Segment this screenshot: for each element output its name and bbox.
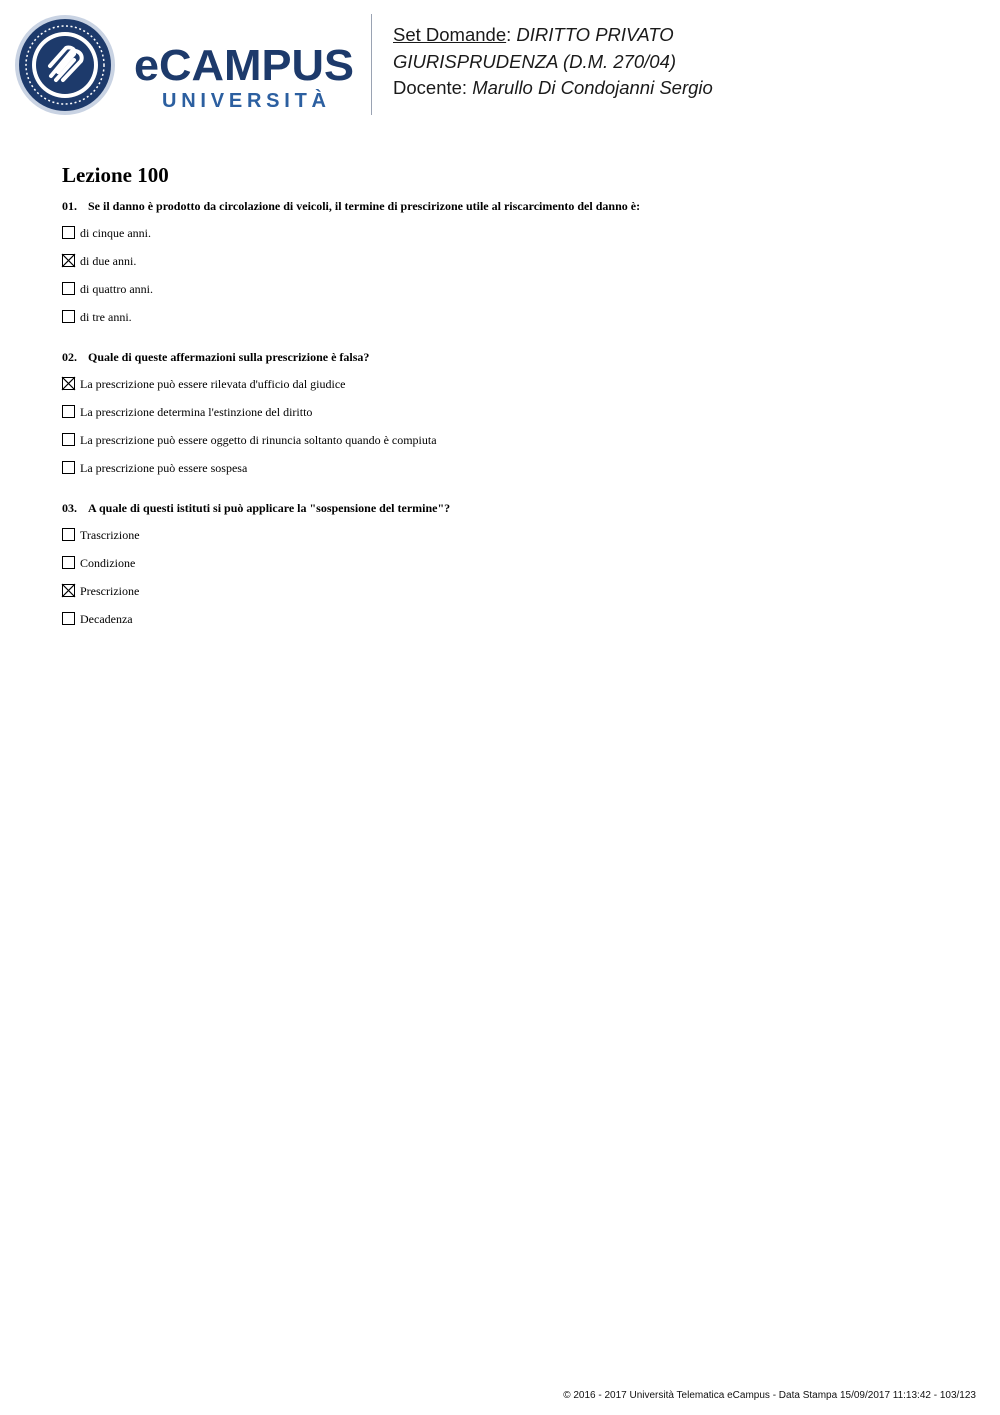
answer-text: La prescrizione può essere oggetto di rinuncia soltanto quando è compiuta: [80, 433, 437, 447]
question-1-text: [62, 198, 962, 214]
answer-checkbox[interactable]: [62, 405, 75, 418]
answer-text: La prescrizione può essere rilevata d'ufficio dal giudice: [80, 377, 346, 391]
answer-text: di quattro anni.: [80, 282, 153, 296]
question-3-text: [62, 500, 962, 516]
answer-text: Decadenza: [80, 612, 133, 626]
question-number: 01.: [62, 199, 77, 213]
question-2: [62, 349, 962, 487]
question-prompt: Quale di queste affermazioni sulla prescrizione è falsa?: [88, 350, 370, 364]
answer-option[interactable]: [62, 526, 962, 554]
answer-option[interactable]: [62, 280, 962, 308]
header-divider: [371, 14, 372, 115]
answer-option[interactable]: [62, 459, 962, 487]
answer-checkbox[interactable]: [62, 528, 75, 541]
answer-option[interactable]: [62, 375, 962, 403]
course-name-line2-row: [393, 49, 973, 76]
answer-option[interactable]: [62, 224, 962, 252]
course-name-line2: GIURISPRUDENZA (D.M. 270/04): [393, 50, 677, 72]
answer-option[interactable]: [62, 554, 962, 582]
answer-text: di cinque anni.: [80, 226, 151, 240]
docente-name: Marullo Di Condojanni Sergio: [472, 77, 713, 98]
answer-text: La prescrizione determina l'estinzione del diritto: [80, 405, 313, 419]
question-3: [62, 500, 962, 638]
docente-line: [393, 75, 973, 102]
answer-option[interactable]: [62, 403, 962, 431]
answer-text: Trascrizione: [80, 528, 140, 542]
docente-label: Docente:: [393, 77, 468, 98]
question-prompt: A quale di questi istituti si può applicare la "sospensione del termine"?: [88, 501, 451, 515]
checkbox-cross-icon: [62, 377, 75, 390]
answer-checkbox[interactable]: [62, 282, 75, 295]
answer-option[interactable]: [62, 252, 962, 280]
answer-text: Condizione: [80, 556, 136, 570]
ecampus-seal-icon: [15, 15, 115, 115]
set-domande-label: Set Domande: [393, 24, 507, 45]
answer-checkbox-checked[interactable]: [62, 254, 75, 267]
answer-text: di due anni.: [80, 254, 137, 268]
checkbox-cross-icon: [62, 254, 75, 267]
course-info: [393, 22, 973, 102]
answer-text: Prescrizione: [80, 584, 140, 598]
logo-subtitle: UNIVERSITÀ: [162, 90, 326, 112]
question-2-text: [62, 349, 962, 365]
answer-checkbox[interactable]: [62, 310, 75, 323]
answer-option[interactable]: [62, 610, 962, 638]
ecampus-logo: [14, 14, 359, 118]
answer-checkbox-checked[interactable]: [62, 377, 75, 390]
answer-checkbox[interactable]: [62, 612, 75, 625]
answer-checkbox-checked[interactable]: [62, 584, 75, 597]
answer-checkbox[interactable]: [62, 556, 75, 569]
answer-text: di tre anni.: [80, 310, 132, 324]
page-footer: © 2016 - 2017 Università Telematica eCampus - Data Stampa 15/09/2017 11:13:42 - 103/123: [563, 1390, 976, 1401]
set-domande-sep: :: [506, 24, 512, 45]
logo-brand: eCAMPUS: [134, 41, 354, 90]
answer-checkbox[interactable]: [62, 226, 75, 239]
lesson-title: Lezione 100: [62, 163, 169, 187]
question-number: 03.: [62, 501, 77, 515]
set-domande-line: [393, 22, 973, 49]
answer-option[interactable]: [62, 431, 962, 459]
answer-option[interactable]: [62, 308, 962, 336]
question-number: 02.: [62, 350, 77, 364]
course-name-line1: DIRITTO PRIVATO: [516, 24, 674, 45]
answer-checkbox[interactable]: [62, 433, 75, 446]
answer-text: La prescrizione può essere sospesa: [80, 461, 248, 475]
question-1: [62, 198, 962, 336]
answer-option[interactable]: [62, 582, 962, 610]
answer-checkbox[interactable]: [62, 461, 75, 474]
question-prompt: Se il danno è prodotto da circolazione di veicoli, il termine di prescirizone utile al riscarcimento del danno è:: [88, 199, 641, 213]
checkbox-cross-icon: [62, 584, 75, 597]
